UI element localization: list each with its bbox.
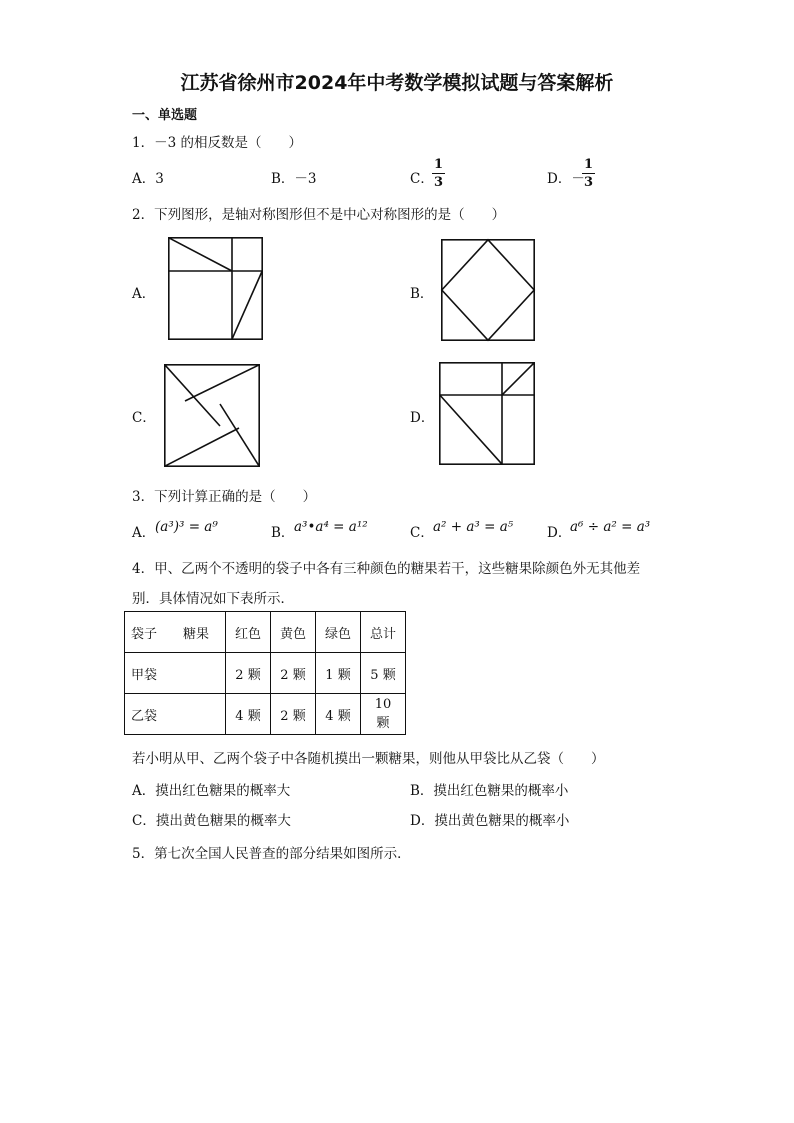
fraction-bar xyxy=(432,173,445,174)
q4-stem-line1: 4．甲、乙两个不透明的袋子中各有三种颜色的糖果若干，这些糖果除颜色外无其他差 xyxy=(132,561,641,577)
q1-stem: 1．－3 的相反数是（ ） xyxy=(132,135,302,151)
q2-option-b-label: B． xyxy=(410,286,434,302)
table-cell: 2 颗 xyxy=(271,694,316,735)
fraction-numerator: 1 xyxy=(434,157,444,172)
q4-option-d: D．摸出黄色糖果的概率小 xyxy=(410,813,570,829)
q3-option-c-expr: a² + a³ = a⁵ xyxy=(433,519,514,535)
q2-option-c-label: C． xyxy=(132,410,156,426)
table-cell: 乙袋 xyxy=(125,694,226,735)
q4-question: 若小明从甲、乙两个袋子中各随机摸出一颗糖果，则他从甲袋比从乙袋（ ） xyxy=(132,751,605,767)
q1-option-d-label: D．－ xyxy=(547,171,585,187)
q2-stem: 2．下列图形，是轴对称图形但不是中心对称图形的是（ ） xyxy=(132,207,506,223)
q1-option-c-fraction xyxy=(432,158,445,189)
table-cell: 5 颗 xyxy=(361,653,406,694)
q1-option-c-label: C． xyxy=(410,171,434,187)
candy-table xyxy=(124,611,406,735)
fraction-denominator: 3 xyxy=(584,175,594,190)
q1-option-b: B．－3 xyxy=(271,171,317,187)
q3-option-d-expr: a⁶ ÷ a² = a³ xyxy=(570,519,651,535)
table-header-cell: 袋子 糖果 xyxy=(125,612,226,653)
q2-option-a-label: A． xyxy=(132,286,156,302)
q2-figure-d xyxy=(439,362,535,465)
table-header-cell: 黄色 xyxy=(271,612,316,653)
q2-figure-b xyxy=(441,239,535,341)
table-row xyxy=(125,694,406,735)
q3-option-d-label: D． xyxy=(547,525,572,541)
q5-stem: 5．第七次全国人民普查的部分结果如图所示． xyxy=(132,846,411,862)
q3-stem: 3．下列计算正确的是（ ） xyxy=(132,489,317,505)
table-cell: 2 颗 xyxy=(271,653,316,694)
table-header-cell: 绿色 xyxy=(316,612,361,653)
q3-option-c-label: C． xyxy=(410,525,434,541)
q2-figure-a xyxy=(168,237,263,340)
table-cell: 2 颗 xyxy=(226,653,271,694)
fraction-denominator: 3 xyxy=(434,175,444,190)
table-header-row xyxy=(125,612,406,653)
q3-option-b-expr: a³•a⁴ = a¹² xyxy=(294,519,368,535)
q4-option-c: C．摸出黄色糖果的概率大 xyxy=(132,813,291,829)
q1-option-d-fraction xyxy=(582,158,595,189)
table-cell: 10 颗 xyxy=(361,694,406,735)
table-row xyxy=(125,653,406,694)
table-cell: 1 颗 xyxy=(316,653,361,694)
q4-stem-line2: 别．具体情况如下表所示． xyxy=(132,591,294,607)
table-cell: 甲袋 xyxy=(125,653,226,694)
fraction-bar xyxy=(582,173,595,174)
q2-figure-c xyxy=(164,364,260,467)
q1-option-a: A．3 xyxy=(132,171,164,187)
fraction-numerator: 1 xyxy=(584,157,594,172)
q4-option-b: B．摸出红色糖果的概率小 xyxy=(410,783,569,799)
table-cell: 4 颗 xyxy=(316,694,361,735)
table-header-cell: 红色 xyxy=(226,612,271,653)
q3-option-b-label: B． xyxy=(271,525,295,541)
page-title: 江苏省徐州市2024年中考数学模拟试题与答案解析 xyxy=(180,72,614,94)
q3-option-a-label: A． xyxy=(132,525,156,541)
q4-option-a: A．摸出红色糖果的概率大 xyxy=(132,783,291,799)
table-header-cell: 总计 xyxy=(361,612,406,653)
q3-option-a-expr: (a³)³ = a⁹ xyxy=(155,519,218,535)
table-cell: 4 颗 xyxy=(226,694,271,735)
section-heading: 一、单选题 xyxy=(132,108,198,123)
q2-option-d-label: D． xyxy=(410,410,435,426)
